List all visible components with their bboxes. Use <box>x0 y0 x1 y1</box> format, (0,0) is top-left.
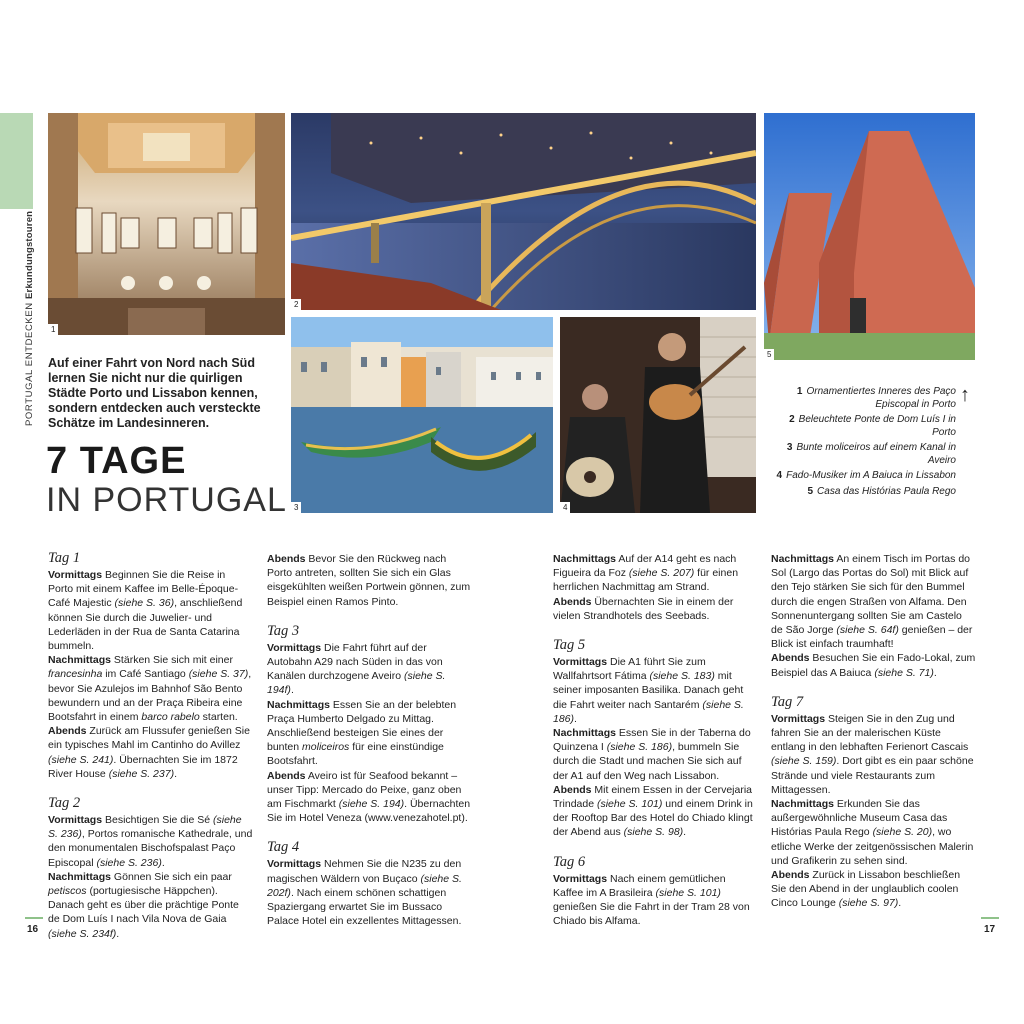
photo-number-4: 4 <box>560 502 570 513</box>
caption-5: 5 Casa das Histórias Paula Rego <box>807 485 956 497</box>
day-2: Tag 2 Vormittags Besichtigen Sie die Sé (siehe S. 236), Portos romanische Kathedrale, und den monumentalen Bischofspalast Paço Episcopal (siehe S. 236). Nachmittags Gönnen Sie sich ein paar petiscos (portugiesische Häppchen). Danach geht es über die prächtige Ponte de Dom Luís I nach Vila Nova de Gaia (siehe S. 234f). <box>48 795 253 940</box>
caption-2: 2 Beleuchtete Ponte de Dom Luís I in Porto <box>789 414 956 438</box>
text-column-1 <box>48 550 253 955</box>
photo-casa-das-historias <box>764 113 975 360</box>
page-title-line2: IN PORTUGAL <box>46 481 287 519</box>
day-heading: Tag 1 <box>48 550 81 566</box>
photo-paco-episcopal <box>48 113 285 335</box>
page-title-line1: 7 TAGE <box>46 440 187 482</box>
day-6-continued: Nachmittags An einem Tisch im Portas do Sol (Largo das Portas do Sol) mit Blick auf den Tejo stärken Sie sich für den Bummel durch die engen Straßen von Alfama. Den Sonnenuntergang sollten Sie am Castelo de São Jorge (siehe S. 64f) genießen – der Blick ist einfach traumhaft! Abends Besuchen Sie ein Fado-Lokal, zum Beispiel das A Baiuca (siehe S. 71). <box>771 553 976 679</box>
day-4-continued: Nachmittags Auf der A14 geht es nach Figueira da Foz (siehe S. 207) für einen herrlichen Nachmittag am Strand. Abends Übernachten Sie in einem der vielen Strandhotels des Seebads. <box>553 553 739 622</box>
day-1: Tag 1 Vormittags Beginnen Sie die Reise in Porto mit einem Kaffee im Belle-Époque-Café Majestic (siehe S. 36), anschließend können Sie durch die Juwelier- und Lederläden in der Rua de Santa Catarina bummeln. Nachmittags Stärken Sie sich mit einer francesinha im Café Santiago (siehe S. 37), bevor Sie Azulejos im Bahnhof São Bento bewundern und an der Praça Ribeira eine Bootsfahrt in einem barco rabelo starten. Abends Zurück am Flussufer genießen Sie ein typisches Mahl im Cantinho do Avillez (siehe S. 241). Übernachten Sie im 1872 River House (siehe S. 237). <box>48 550 252 780</box>
spine-section: PORTUGAL ENTDECKEN <box>24 302 35 426</box>
section-color-tab <box>0 113 33 209</box>
spine-subsection: Erkundungstouren <box>24 210 35 299</box>
photo-ponte-dom-luis <box>291 113 756 310</box>
day-5: Tag 5 Vormittags Die A1 führt Sie zum Wallfahrtsort Fátima (siehe S. 183) mit seiner imposanten Basilika. Danach geht die Fahrt weiter nach Santarém (siehe S. 186). Nachmittags Essen Sie in der Taberna do Quinzena I (siehe S. 186), bummeln Sie durch die Stadt und machen Sie sich auf der A1 auf den Weg nach Lissabon. Abends Mit einem Essen in der Cervejaria Trindade (siehe S. 101) und einem Drink in der Rooftop Bar des Hotel do Chiado klingt der Abend aus (siehe S. 98). <box>553 637 758 840</box>
photo-number-1: 1 <box>48 324 58 335</box>
section-spine-label <box>24 206 35 426</box>
page-number-bar-right <box>981 917 999 919</box>
photo-captions <box>770 386 956 501</box>
caption-4: 4 Fado-Musiker im A Baiuca in Lissabon <box>776 470 956 481</box>
day-heading: Tag 6 <box>553 853 586 870</box>
day-3: Tag 3 Vormittags Die Fahrt führt auf der Autobahn A29 nach Süden in das von Kanälen durchzogene Aveiro (siehe S. 194f). Nachmittags Essen Sie an der belebten Praça Humberto Delgado zu Mittag. Anschließend besteigen Sie eines der bunten moliceiros für eine einstündige Bootsfahrt. Abends Aveiro ist für Seafood bekannt – unser Tipp: Mercado do Peixe, ganz oben am Fischmarkt (siehe S. 194). Übernachten Sie im Hotel Veneza (www.venezahotel.pt). <box>267 622 471 825</box>
day-2-continued: Abends Bevor Sie den Rückweg nach Porto antreten, sollten Sie sich ein Glas eisgekühlten weißen Portwein gönnen, zum Beispiel einen Ramos Pinto. <box>267 553 471 608</box>
text-column-2 <box>267 552 472 942</box>
caption-1: 1 Ornamentiertes Inneres des Paço Episcopal in Porto <box>796 386 956 410</box>
day-heading: Tag 7 <box>771 693 804 710</box>
day-heading: Tag 2 <box>48 795 81 812</box>
photo-number-2: 2 <box>291 299 301 310</box>
photo-aveiro-moliceiros <box>291 317 553 513</box>
page-number-bar-left <box>25 917 43 919</box>
day-heading: Tag 3 <box>267 622 300 639</box>
intro-text: Auf einer Fahrt von Nord nach Süd lernen Sie nicht nur die quirligen Städte Porto und Lissabon kennen, sondern entdecken auch versteckte Schätze im Landesinneren. <box>48 356 261 430</box>
photo-number-3: 3 <box>291 502 301 513</box>
day-4: Tag 4 Vormittags Nehmen Sie die N235 zu den magischen Wäldern von Buçaco (siehe S. 202f). Nach einem schönen schattigen Spaziergang erwartet Sie im Bussaco Palace Hotel ein exzellentes Mittagessen. <box>267 839 472 928</box>
day-6: Tag 6 Vormittags Nach einem gemütlichen Kaffee im A Brasileira (siehe S. 101) genießen Sie die Fahrt in der Tram 28 von Chiado bis Alfama. <box>553 854 758 929</box>
day-7: Tag 7 Vormittags Steigen Sie in den Zug und fahren Sie an der malerischen Küste entlang in den lebhaften Ferienort Cascais (siehe S. 159). Dort gibt es ein paar schöne Strände und viele Restaurants zum Mittagessen. Nachmittags Erkunden Sie das außergewöhnliche Museum Casa das Histórias Paula Rego (siehe S. 20), wo etliche Werke der zeitgenössischen Malerin und Grafikerin zu sehen sind. Abends Zurück in Lissabon beschließen Sie den Abend in der unglaublich coolen Cinco Lounge (siehe S. 97). <box>771 694 976 911</box>
text-column-3 <box>553 552 758 942</box>
page-number-left: 16 <box>27 924 39 935</box>
day-heading: Tag 5 <box>553 637 586 654</box>
text-column-4 <box>771 552 976 925</box>
photo-fado-musicians <box>560 317 756 513</box>
caption-3: 3 Bunte moliceiros auf einem Kanal in Aveiro <box>786 442 956 466</box>
day-heading: Tag 4 <box>267 839 300 856</box>
photo-number-5: 5 <box>764 349 774 360</box>
arrow-up-icon: ↑ <box>960 384 970 406</box>
page-number-right: 17 <box>984 924 996 935</box>
